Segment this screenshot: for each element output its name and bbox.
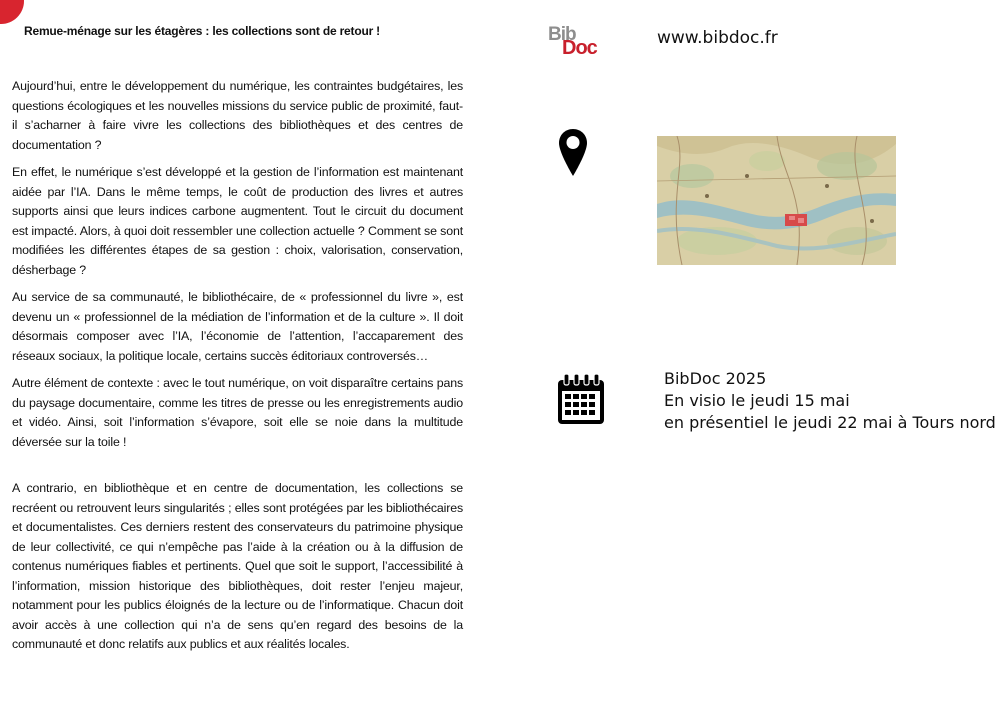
logo-doc: Doc — [562, 37, 597, 59]
article-paragraph: En effet, le numérique s’est développé et la gestion de l’information est maintenant aidée par l’IA. Dans le même temps, le coût de production des livres et autres supports ainsi que leurs indices carbone augmentent. Tout le circuit du document est impacté. Alors, à quoi doit ressembler une collection actuelle ? Comment se sont modifiées les différentes étapes de sa gestion : choix, valorisation, conservation, désherbage ? — [12, 165, 463, 277]
article-paragraph: Aujourd’hui, entre le développement du numérique, les contraintes budgétaires, les questions écologiques et les nouvelles missions du service public de proximité, faut-il s’acharner à faire vivre les collections des bibliothèques et des centres de documentation ? — [12, 79, 463, 152]
event-presentiel-date: en présentiel le jeudi 22 mai à Tours nord — [664, 413, 996, 432]
event-info — [664, 368, 996, 434]
corner-decoration — [0, 0, 24, 24]
article-paragraph: A contrario, en bibliothèque et en centre de documentation, les collections se recréent ou retrouvent leurs singularités ; elles sont protégées par les bibliothécaires et documentalistes. Ces derniers restent des conservateurs du patrimoine physique de leur collectivité, ce qui n’empêche pas l’aide à la création ou à la diffusion de contenus numériques fiables et pertinents. Quel que soit le support, l’accessibilité à l’information, mission historique des bibliothèques, doit rester l’enjeu majeur, notamment pour les publics éloignés de la lecture ou de l’informatique. Chacun doit avoir accès à une collection qui n’a de sens qu’en regard des besoins de la communauté et donc relatifs aux publics et aux réalités locales. — [12, 481, 463, 651]
calendar-icon — [556, 374, 606, 426]
event-name: BibDoc 2025 — [664, 369, 767, 388]
article-title: Remue-ménage sur les étagères : les collections sont de retour ! — [24, 24, 380, 38]
website-link[interactable]: www.bibdoc.fr — [657, 28, 778, 48]
article-paragraph: Au service de sa communauté, le bibliothécaire, de « professionnel du livre », est devenu un « professionnel de la médiation de l’information et de la culture ». Il doit désormais composer avec l’IA, l’économie de l’attention, l’accaparement des réseaux sociaux, la politique locale, certains succès éditoriaux controversés… — [12, 290, 463, 363]
logo-bib: Bib — [548, 24, 576, 45]
historical-map-image — [657, 136, 896, 265]
map-pin-icon — [558, 128, 588, 178]
bibdoc-logo — [548, 22, 608, 62]
article-paragraph: Autre élément de contexte : avec le tout numérique, on voit disparaître certains pans du paysage documentaire, comme les titres de presse ou les enregistrements audio et vidéo. Ainsi, soit l’information s’évapore, soit elle se noie dans la multitude déversée sur la toile ! — [12, 376, 463, 449]
event-visio-date: En visio le jeudi 15 mai — [664, 391, 850, 410]
